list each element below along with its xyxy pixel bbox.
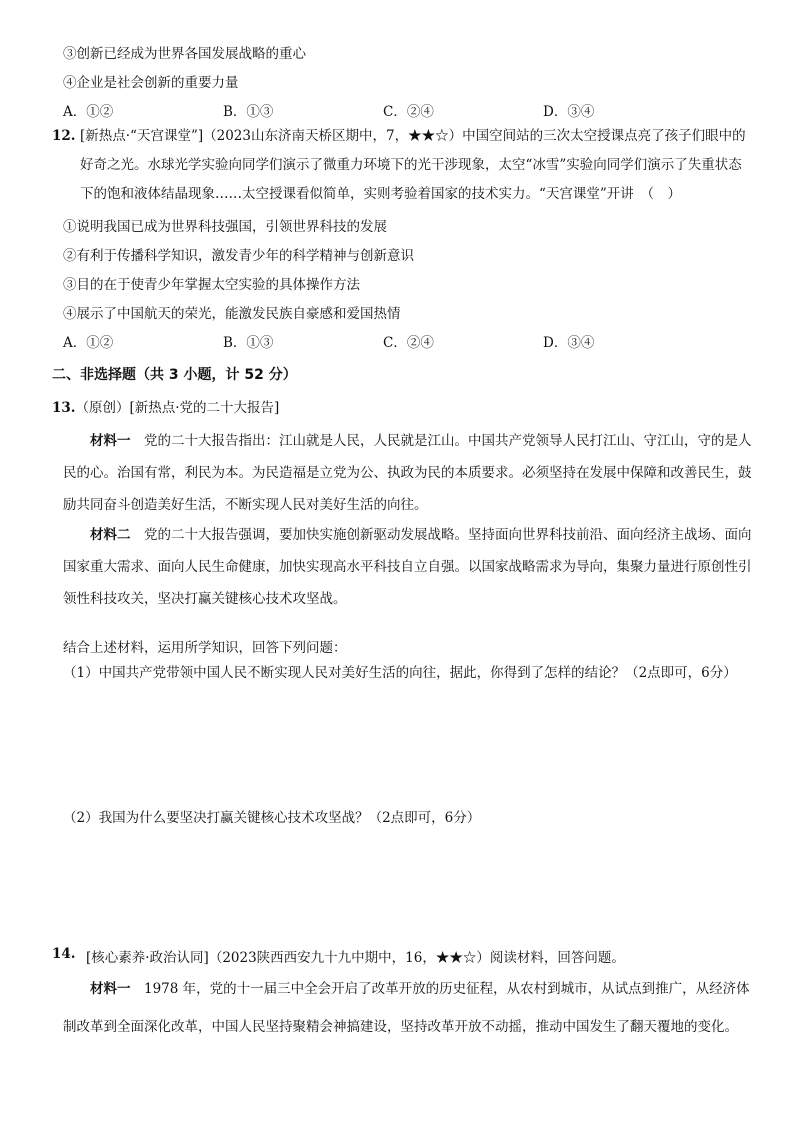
- section-heading: 二、非选择题（共 3 小题，计 52 分）: [52, 367, 297, 383]
- q12-option-b: B．①③: [223, 335, 274, 351]
- q13-material-2-text: 党的二十大报告强调，要加快实施创新驱动发展战略。坚持面向世界科技前沿、面向经济主战场、面向国家重大需求、面向人民生命健康，加快实现高水平科技自立自强。以国家战略需求为导向，集聚力量进行原创性引领性科技攻关，坚决打赢关键核心技术攻坚战。: [63, 527, 752, 607]
- q11-option-c: C．②④: [383, 104, 434, 120]
- q13-material-1: [63, 425, 753, 521]
- q11-option-a: A．①②: [63, 104, 114, 120]
- q14-material-1-text: 1978 年，党的十一届三中全会开启了改革开放的历史征程，从农村到城市，从试点到推广，从经济体制改革到全面深化改革，中国人民坚持聚精会神搞建设，坚持改革开放不动摇，推动中国发生了翻天覆地的变化。: [63, 981, 750, 1035]
- q11-options: [63, 100, 703, 120]
- q14-material-1-label: 材料一: [90, 981, 131, 997]
- q13-subquestion-1: （1）中国共产党带领中国人民不断实现人民对美好生活的向往，据此，你得到了怎样的结论？（2点即可，6分）: [63, 665, 737, 681]
- q13-heading: [52, 396, 279, 416]
- q13-intro: （原创）[新热点·党的二十大报告]: [75, 400, 280, 416]
- q14-intro: [核心素养·政治认同]（2023陕西西安九十九中期中，16，★★☆）阅读材料，回答问题。: [86, 950, 625, 966]
- q11-statement-3: ③创新已经成为世界各国发展战略的重心: [63, 46, 306, 62]
- q12-stem: [新热点·“天宫课堂”]（2023山东济南天桥区期中，7，★★☆）中国空间站的三次太空授课点亮了孩子们眼中的好奇之光。水球光学实验向同学们演示了微重力环境下的光干涉现象，太空“冰雪”实验向同学们演示了失重状态下的饱和液体结晶现象……太空授课看似简单，实则考验着国家的技术实力。“天宫课堂”开讲 （ ）: [80, 128, 746, 202]
- q13-material-1-label: 材料一: [90, 433, 131, 449]
- q12-option-c: C．②④: [383, 335, 434, 351]
- q12-option-a: A．①②: [63, 335, 114, 351]
- q11-option-d: D．③④: [543, 104, 595, 120]
- q13-material-1-text: 党的二十大报告指出：江山就是人民，人民就是江山。中国共产党领导人民打江山、守江山，守的是人民的心。治国有常，利民为本。为民造福是立党为公、执政为民的本质要求。必须坚持在发展中保障和改善民生，鼓励共同奋斗创造美好生活，不断实现人民对美好生活的向往。: [63, 433, 752, 513]
- q12-option-d: D．③④: [543, 335, 595, 351]
- q13-material-2: [63, 519, 753, 615]
- q13-prompt: 结合上述材料，运用所学知识，回答下列问题：: [63, 640, 347, 656]
- q11-option-b: B．①③: [223, 104, 274, 120]
- q13-material-2-label: 材料二: [90, 527, 131, 543]
- q11-statement-4: ④企业是社会创新的重要力量: [63, 75, 239, 91]
- q12-statement-1: ①说明我国已成为世界科技强国，引领世界科技的发展: [63, 219, 387, 235]
- q12-statement-4: ④展示了中国航天的荣光，能激发民族自豪感和爱国热情: [63, 306, 401, 322]
- q13-subquestion-2: （2）我国为什么要坚决打赢关键核心技术攻坚战？（2点即可，6分）: [63, 810, 481, 826]
- q13-number: 13.: [52, 400, 76, 416]
- q14-material-1: [63, 970, 753, 1046]
- q12-statement-3: ③目的在于使青少年掌握太空实验的具体操作方法: [63, 277, 360, 293]
- q12-statement-2: ②有利于传播科学知识，激发青少年的科学精神与创新意识: [63, 248, 414, 264]
- q12-number: 12.: [52, 128, 76, 144]
- q14-number: 14.: [52, 946, 76, 962]
- q12-options: [63, 331, 703, 351]
